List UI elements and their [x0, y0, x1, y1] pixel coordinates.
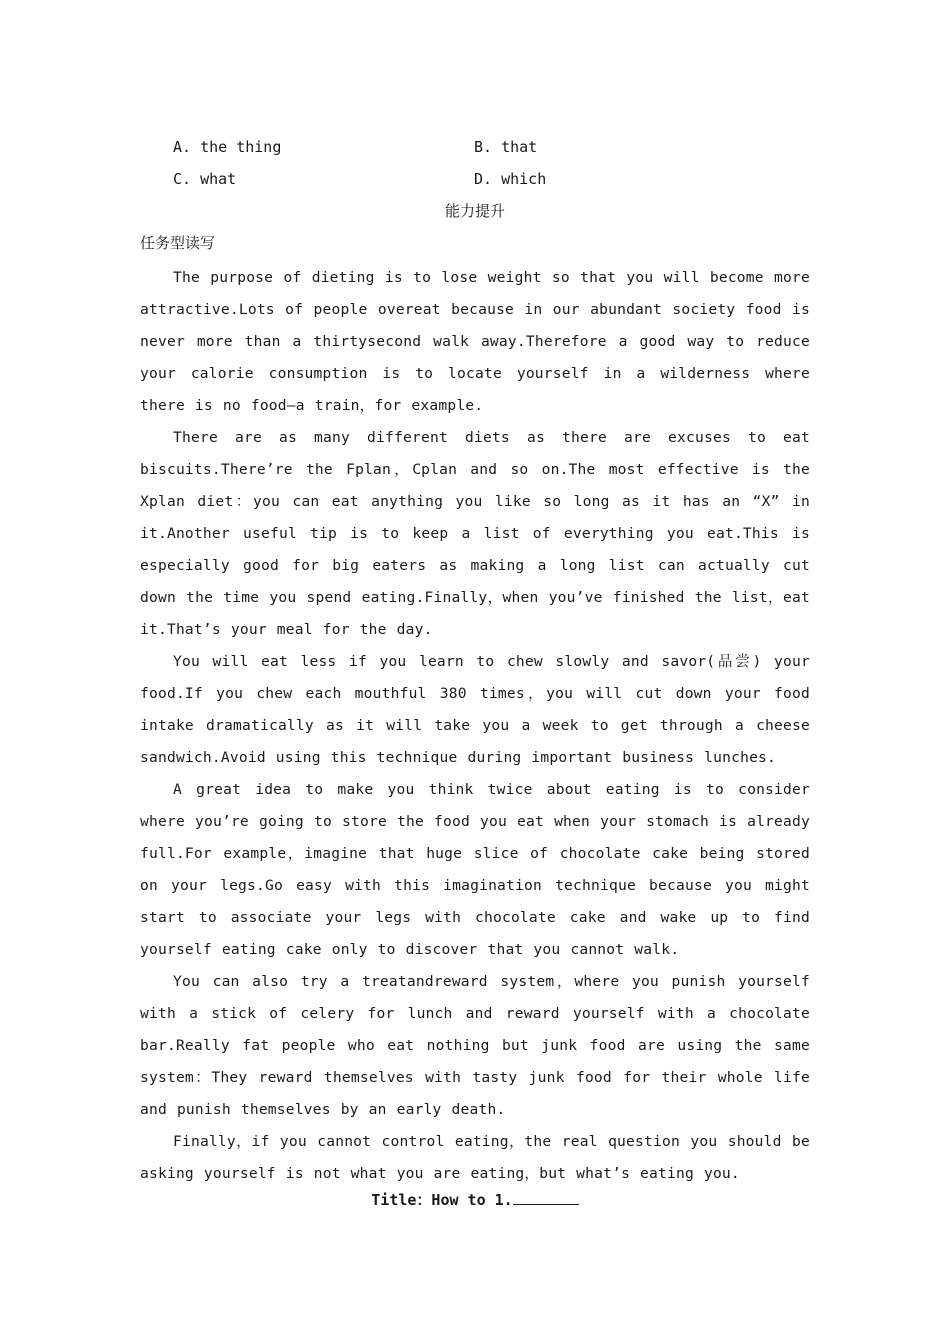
option-c: C. what — [173, 170, 237, 188]
options-row-1 — [173, 135, 813, 167]
section-title: 能力提升 — [444, 202, 505, 220]
passage-paragraph-6: Finally，if you cannot control eating，the real question you should be asking yourself is not what you are eating，but what’s eating you. — [140, 1133, 810, 1182]
passage-paragraph-1: The purpose of dieting is to lose weight so that you will become more attractive.Lots of people overeat because in our abundant society food is never more than a thirtysecond walk away.Therefore a good way to reduce your calorie consumption is to locate yourself in a wilderness where there is no food—a train，for example. — [140, 269, 810, 414]
summary-title-line — [0, 1188, 950, 1212]
reading-passage — [140, 262, 810, 1190]
option-d: D. which — [474, 170, 547, 188]
passage-paragraph-3: You will eat less if you learn to chew slowly and savor(品尝) your food.If you chew each mouthful 380 times，you will cut down your food intake dramatically as it will take you a week to get through a cheese sandwich.Avoid using this technique during important business lunches. — [140, 653, 810, 766]
option-a: A. the thing — [173, 138, 282, 156]
answer-options — [173, 135, 813, 199]
option-b: B. that — [474, 138, 538, 156]
passage-paragraph-5: You can also try a treatandreward system，where you punish yourself with a stick of celery for lunch and reward yourself with a chocolate bar.Really fat people who eat nothing but junk food are using the same system：They reward themselves with tasty junk food for their whole life and punish themselves by an early death. — [140, 973, 810, 1118]
task-type-label: 任务型读写 — [140, 234, 216, 252]
passage-paragraph-2: There are as many different diets as there are excuses to eat biscuits.There’re the Fplan，Cplan and so on.The most effective is the Xplan diet：you can eat anything you like so long as it has an “X” in it.Another useful tip is to keep a list of everything you eat.This is especially good for big eaters as making a long list can actually cut down the time you spend eating.Finally，when you’ve finished the list，eat it.That’s your meal for the day. — [140, 429, 810, 638]
passage-paragraph-4: A great idea to make you think twice about eating is to consider where you’re going to store the food you eat when your stomach is already full.For example，imagine that huge slice of chocolate cake being stored on your legs.Go easy with this imagination technique because you might start to associate your legs with chocolate cake and wake up to find yourself eating cake only to discover that you cannot walk. — [140, 781, 810, 958]
answer-blank-1[interactable] — [513, 1188, 579, 1205]
summary-title-text: Title：How to 1. — [371, 1191, 513, 1209]
options-row-2 — [173, 167, 813, 199]
